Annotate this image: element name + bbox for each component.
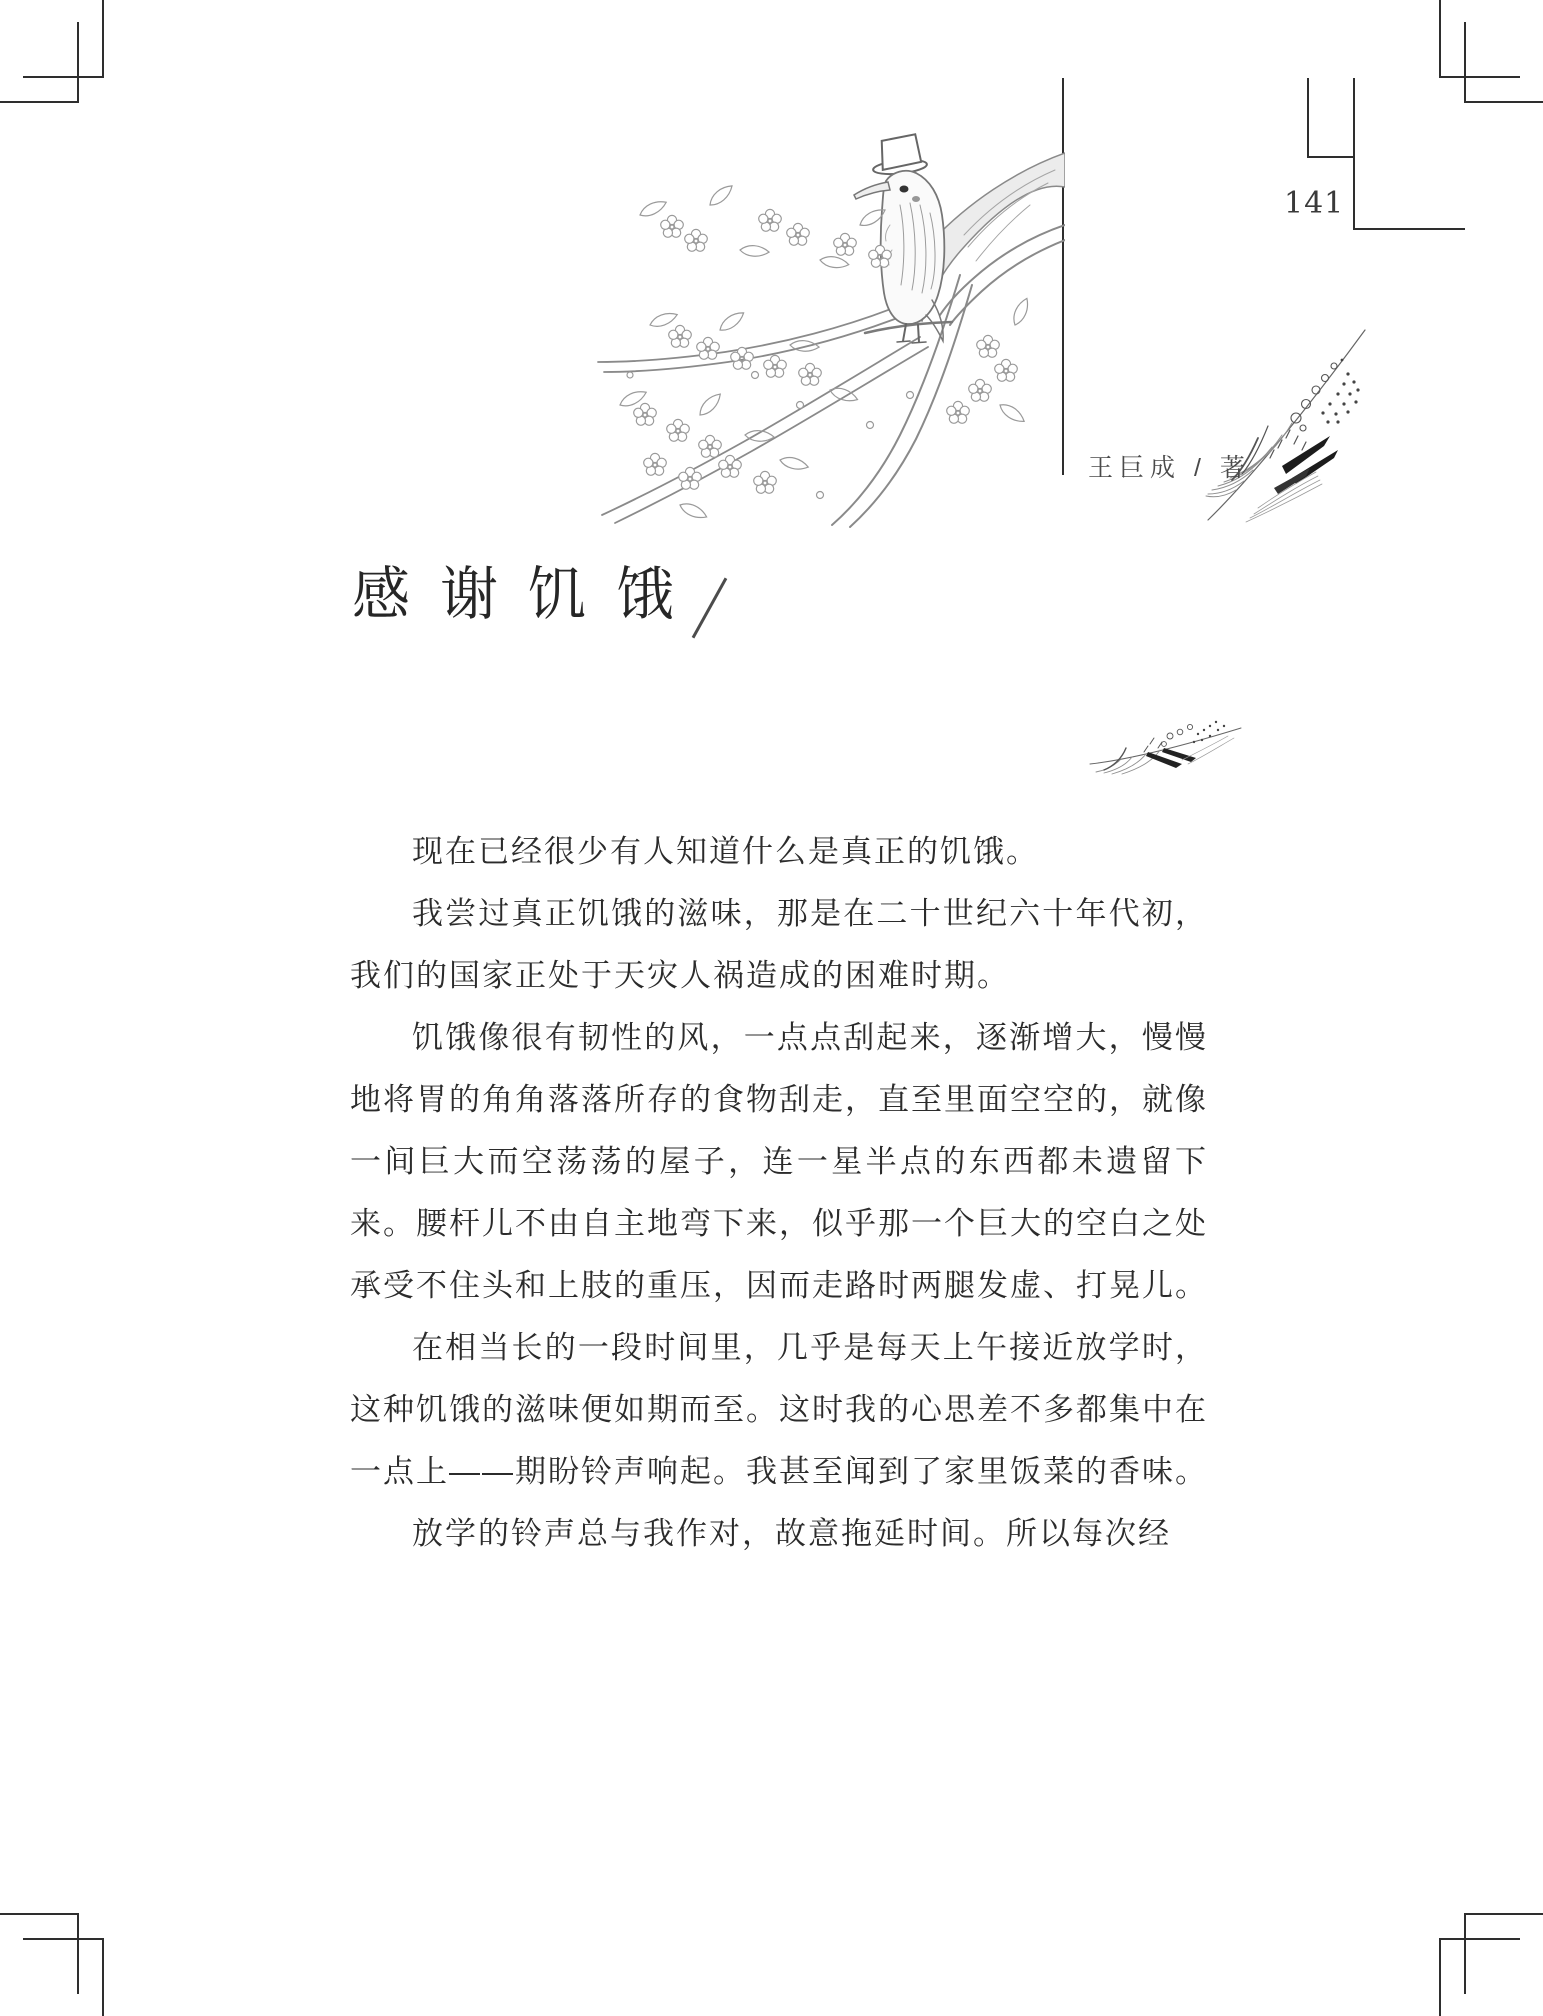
page-number-ornament bbox=[1353, 78, 1355, 230]
crop-mark bbox=[1464, 1913, 1466, 1994]
page-number-ornament bbox=[1307, 78, 1309, 158]
author-credit: 王巨成 / 著 bbox=[1088, 454, 1251, 482]
crop-mark bbox=[0, 1913, 79, 1915]
crop-mark bbox=[1439, 0, 1441, 78]
crop-mark bbox=[1439, 1938, 1441, 2016]
body-paragraph: 饥饿像很有韧性的风，一点点刮起来，逐渐增大，慢慢地将胃的角角落落所存的食物刮走，直至里面空空的，就像一间巨大而空荡荡的屋子，连一星半点的东西都未遗留下来。腰杆儿不由自主地弯下来，似乎那一个巨大的空白之处承受不住头和上肢的重压，因而走路时两腿发虚、打晃儿。 bbox=[350, 1020, 1208, 1303]
crop-mark bbox=[23, 1938, 104, 1940]
crop-mark bbox=[1439, 1938, 1520, 1940]
crop-mark bbox=[77, 1913, 79, 1994]
body-paragraph: 放学的铃声总与我作对，故意拖延时间。所以每次经 bbox=[412, 1516, 1171, 1551]
crop-mark bbox=[102, 1938, 104, 2016]
crop-mark bbox=[1464, 1913, 1543, 1915]
body-paragraph: 在相当长的一段时间里，几乎是每天上午接近放学时，这种饥饿的滋味便如期而至。这时我的心思差不多都集中在一点上——期盼铃声响起。我甚至闻到了家里饭菜的香味。 bbox=[350, 1330, 1208, 1489]
crop-mark bbox=[23, 76, 104, 78]
feather-small-icon bbox=[1086, 700, 1246, 785]
crop-mark bbox=[0, 101, 79, 103]
page-number: 141 bbox=[1284, 186, 1345, 221]
body-paragraph: 我尝过真正饥饿的滋味，那是在二十世纪六十年代初，我们的国家正处于天灾人祸造成的困难时期。 bbox=[350, 896, 1208, 993]
body-text bbox=[350, 821, 1208, 1565]
crop-mark bbox=[1464, 22, 1466, 103]
bird-with-top-hat-illustration-icon bbox=[560, 75, 1065, 530]
crop-mark bbox=[1439, 76, 1520, 78]
crop-mark bbox=[1464, 101, 1543, 103]
chapter-title: 感谢饥饿 bbox=[352, 562, 705, 627]
page-number-ornament bbox=[1353, 228, 1465, 230]
feather-large-icon bbox=[1198, 318, 1368, 528]
page-number-ornament bbox=[1307, 156, 1355, 158]
crop-mark bbox=[102, 0, 104, 78]
crop-mark bbox=[77, 22, 79, 103]
body-paragraph: 现在已经很少有人知道什么是真正的饥饿。 bbox=[412, 834, 1039, 869]
